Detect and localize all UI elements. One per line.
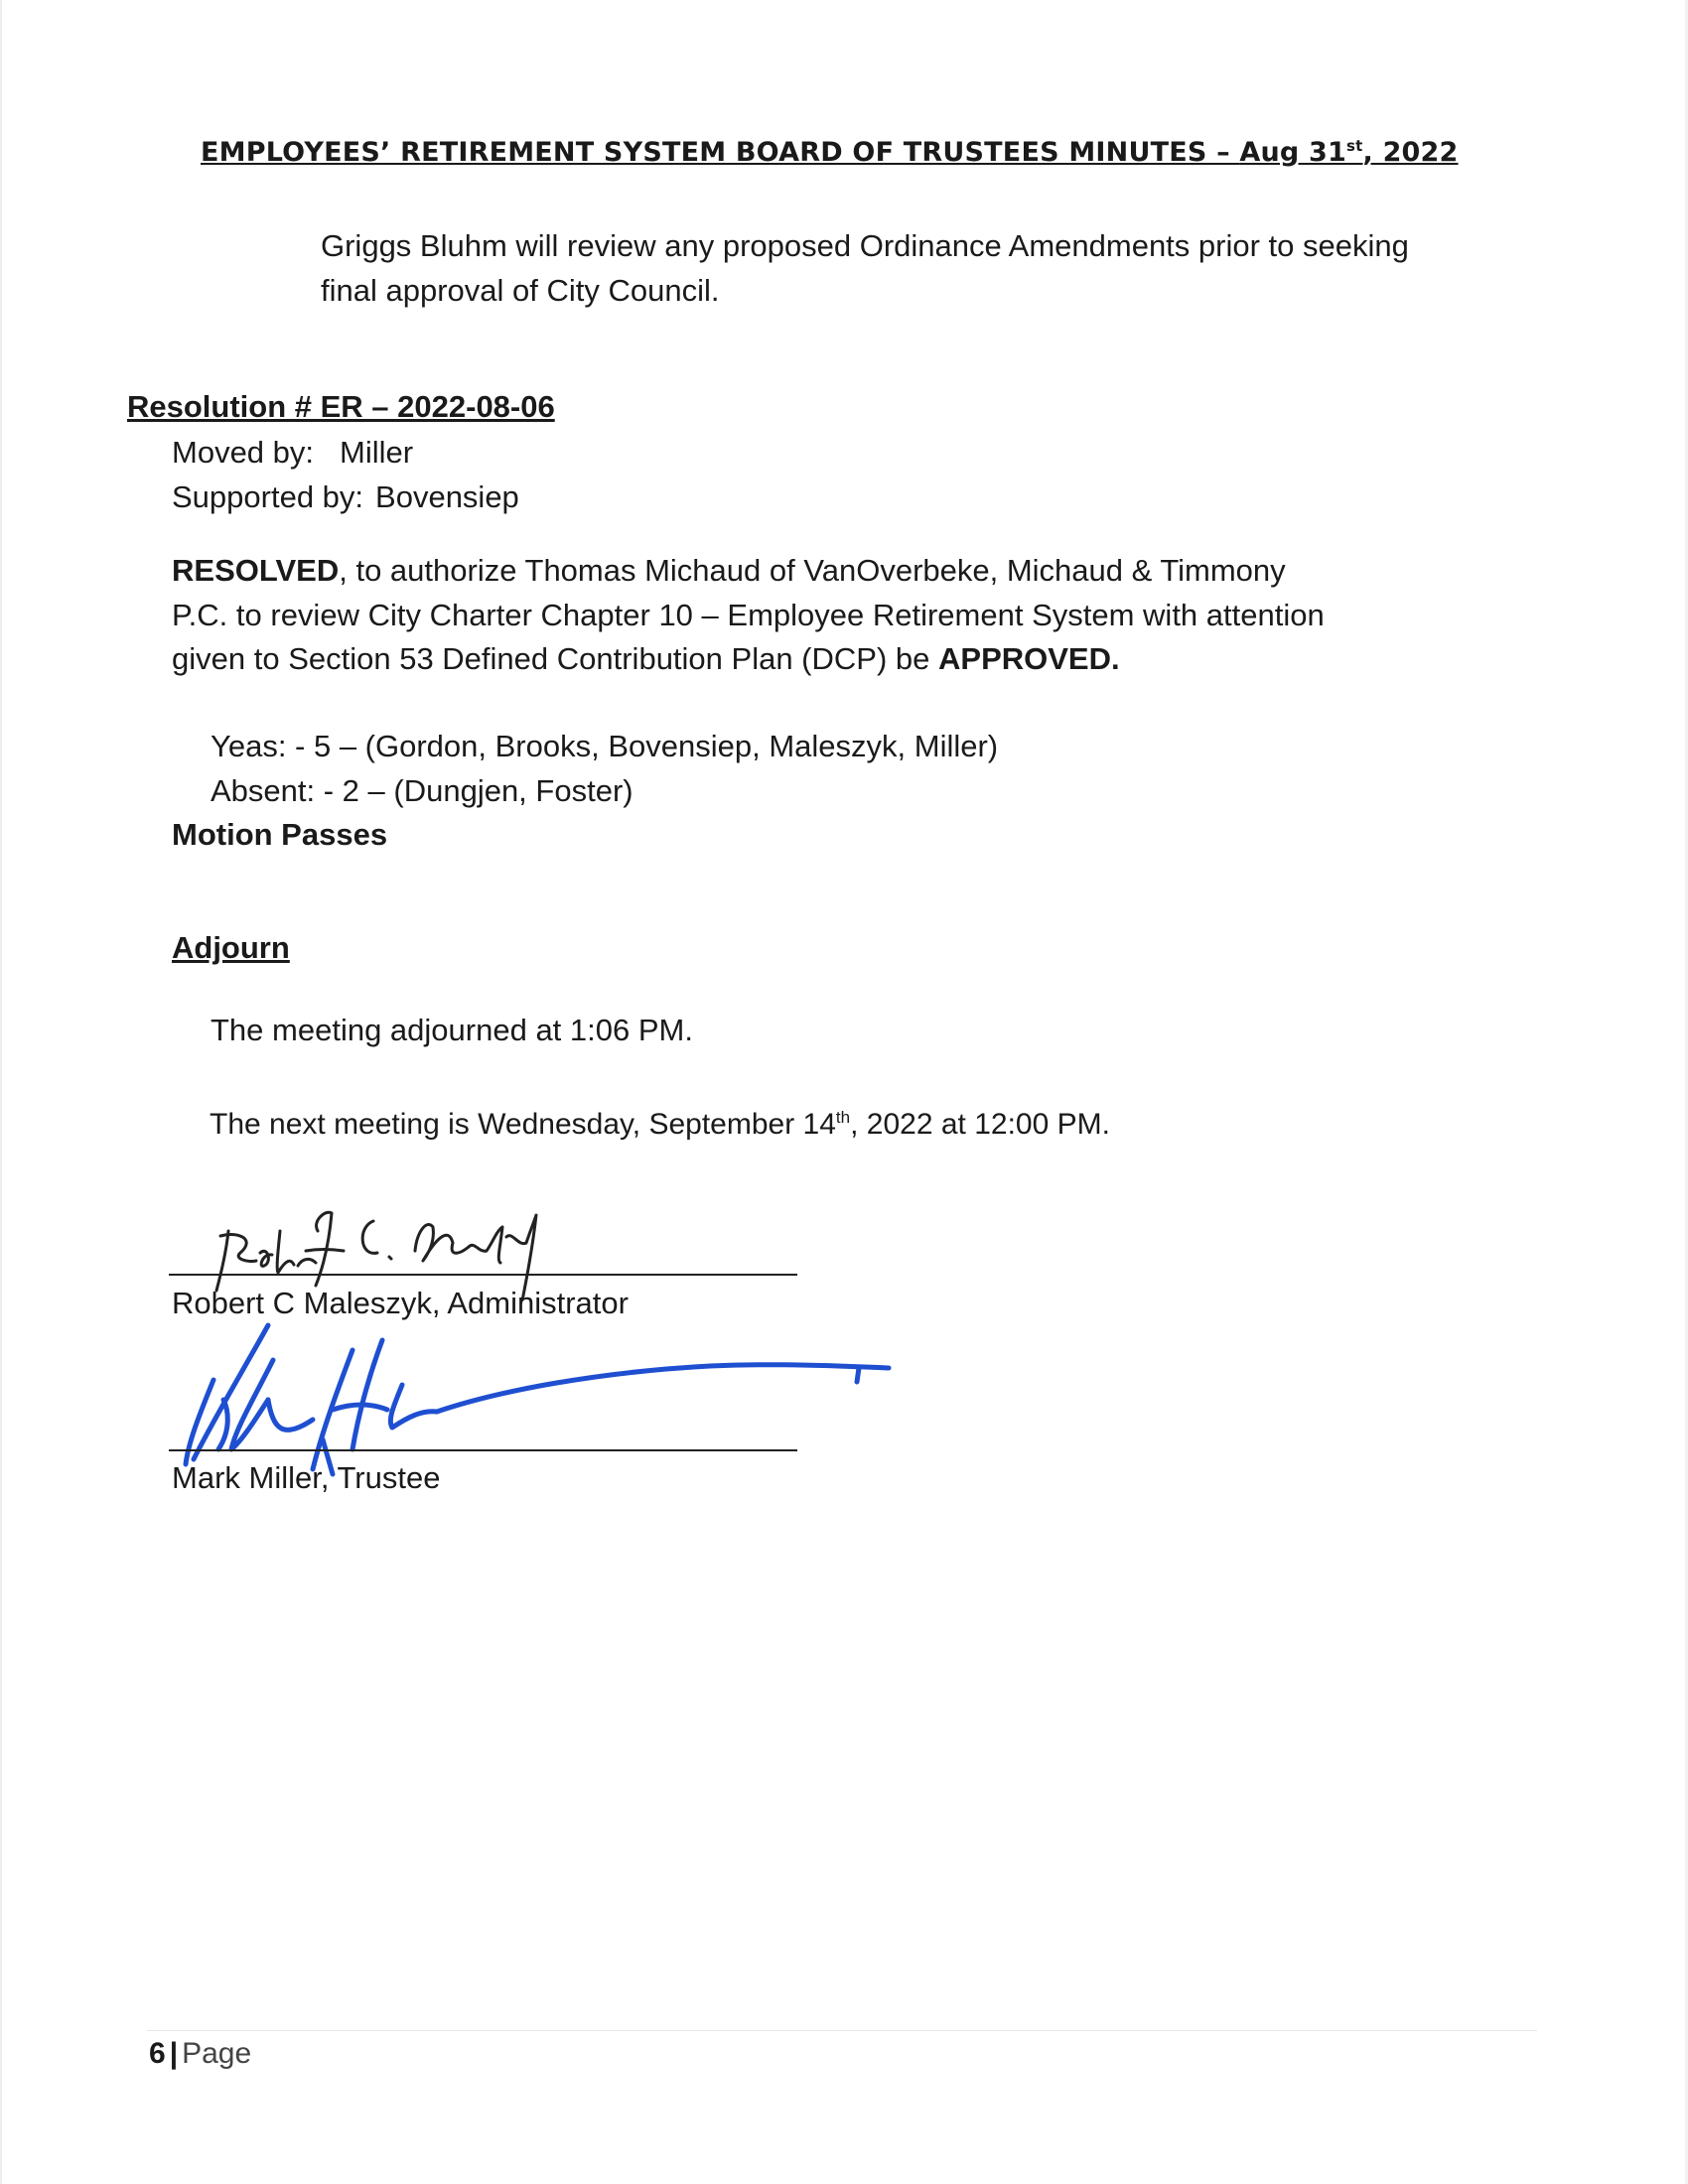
header-date-suffix: st [1346,137,1363,155]
resolved-body-3: given to Section 53 Defined Contribution Plan (DCP) be [172,641,938,676]
signature-2-name: Mark Miller, Trustee [172,1460,441,1495]
resolved-line-1 [172,548,1286,593]
moved-by-line [172,430,413,475]
resolved-line-2: P.C. to review City Charter Chapter 10 – Employee Retirement System with attention [172,598,1325,632]
header-year: , 2022 [1362,137,1459,168]
signature-1-line [169,1274,797,1276]
moved-by-value: Miller [340,435,414,470]
moved-by-label: Moved by: [172,435,315,470]
header-date: Aug 31 [1239,137,1347,168]
adjourn-time: The meeting adjourned at 1:06 PM. [211,1013,693,1047]
next-meeting [210,1095,1110,1147]
next-meeting-suffix: th [835,1108,851,1127]
supported-by-line [172,475,519,519]
page-footer [149,2037,251,2071]
absent-line: Absent: - 2 – (Dungjen, Foster) [211,773,633,808]
header-title: EMPLOYEES’ RETIREMENT SYSTEM BOARD OF TRUSTEES MINUTES – [201,137,1240,168]
next-meeting-rest: , 2022 at 12:00 PM. [850,1108,1110,1141]
next-meeting-prefix: The next meeting is Wednesday, September 14 [210,1108,836,1141]
approved-word: APPROVED. [938,641,1120,676]
resolved-body-1: , to authorize Thomas Michaud of VanOverbeke, Michaud & Timmony [339,553,1286,588]
footer-rule [147,2030,1537,2031]
motion-outcome: Motion Passes [172,817,388,852]
page-number: 6 [149,2037,166,2070]
scan-left-edge [0,0,2,2184]
resolution-heading: Resolution # ER – 2022-08-06 [127,389,555,424]
document-header [201,137,1459,168]
yeas-line: Yeas: - 5 – (Gordon, Brooks, Bovensiep, Maleszyk, Miller) [211,729,999,763]
page-word: Page [182,2037,252,2070]
supported-by-value: Bovensiep [375,479,519,514]
adjourn-heading: Adjourn [172,930,290,965]
page-separator: | [169,2037,179,2070]
signature-1-name: Robert C Maleszyk, Administrator [172,1286,629,1320]
intro-line-1: Griggs Bluhm will review any proposed Ordinance Amendments prior to seeking [321,228,1409,263]
resolved-word: RESOLVED [172,553,340,588]
resolved-line-3 [172,636,1120,681]
supported-by-label: Supported by: [172,479,364,514]
signature-2-line [169,1449,797,1451]
intro-line-2: final approval of City Council. [321,273,720,308]
